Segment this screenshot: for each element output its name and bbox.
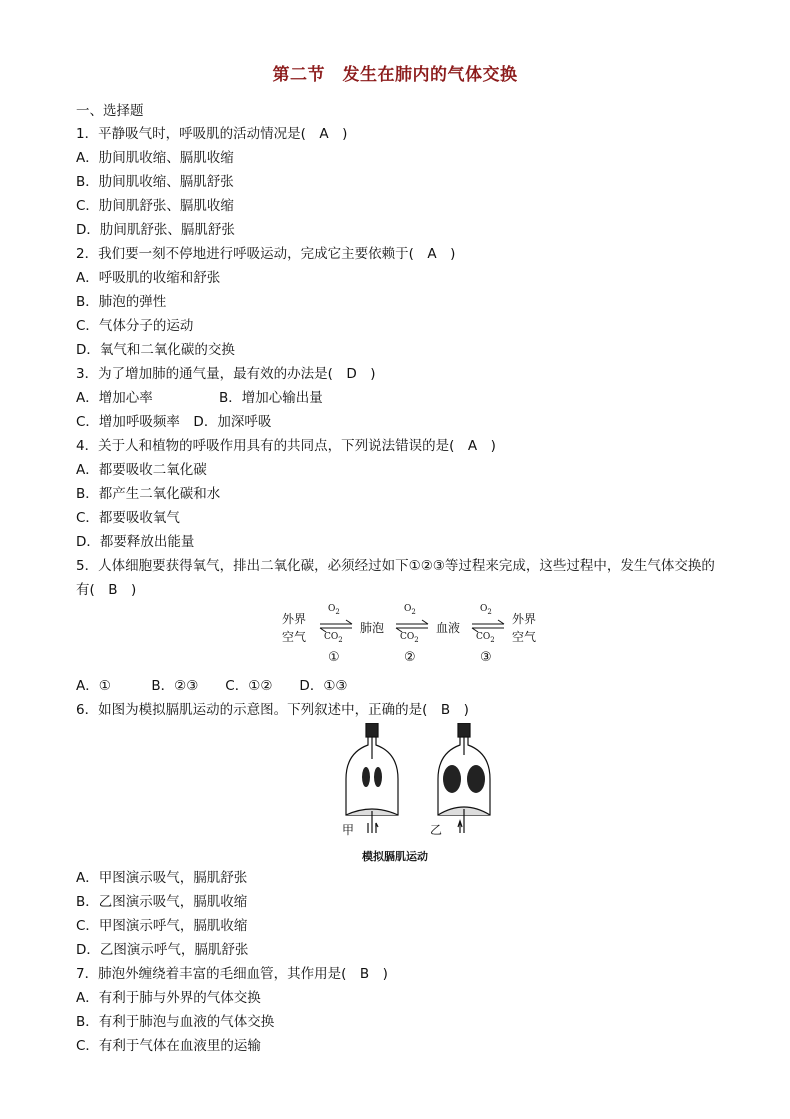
diagram-outside-top: 外界 — [282, 612, 307, 626]
question-3: 3．为了增加肺的通气量，最有效的办法是( D ) — [76, 366, 376, 382]
co2-label-3: $CO_2$ — [476, 632, 495, 644]
question-6: 6．如图为模拟膈肌运动的示意图。下列叙述中，正确的是( B ) — [76, 702, 469, 718]
figure-label-yi: 乙 — [430, 823, 443, 837]
page-title: 第二节 发生在肺内的气体交换 — [272, 65, 518, 85]
figure-label-jia: 甲 — [342, 823, 355, 837]
q1-option-c: C．肋间肌舒张、膈肌收缩 — [76, 198, 234, 214]
question-7: 7．肺泡外缠绕着丰富的毛细血管，其作用是( B ) — [76, 966, 388, 982]
q3-option-cd: C．增加呼吸频率 D．加深呼吸 — [76, 414, 272, 430]
q7-option-b: B．有利于肺泡与血液的气体交换 — [76, 1014, 275, 1030]
q7-option-a: A．有利于肺与外界的气体交换 — [76, 990, 261, 1006]
q5-options: A．① B．②③ C．①② D．①③ — [76, 678, 348, 694]
diaphragm-model-figure — [340, 723, 510, 843]
o2-label-2: $O_2$ — [404, 604, 416, 616]
q1-option-a: A．肋间肌收缩、膈肌收缩 — [76, 150, 234, 166]
q2-option-d: D．氧气和二氧化碳的交换 — [76, 342, 235, 358]
q2-option-c: C．气体分子的运动 — [76, 318, 194, 334]
q6-option-b: B．乙图演示吸气，膈肌收缩 — [76, 894, 248, 910]
diagram-outside-top-2: 外界 — [512, 612, 537, 626]
gas-exchange-diagram — [280, 604, 550, 668]
q1-option-b: B．肋间肌收缩、膈肌舒张 — [76, 174, 234, 190]
q4-option-b: B．都产生二氧化碳和水 — [76, 486, 221, 502]
section-heading: 一、选择题 — [76, 103, 144, 119]
diagram-outside-bottom-2: 空气 — [512, 630, 537, 644]
process-2-marker: ② — [404, 650, 416, 665]
question-4: 4．关于人和植物的呼吸作用具有的共同点，下列说法错误的是( A ) — [76, 438, 496, 454]
q2-option-a: A．呼吸肌的收缩和舒张 — [76, 270, 221, 286]
q7-option-c: C．有利于气体在血液里的运输 — [76, 1038, 261, 1054]
q6-option-a: A．甲图演示吸气，膈肌舒张 — [76, 870, 248, 886]
process-3-marker: ③ — [480, 650, 492, 665]
q1-option-d: D．肋间肌舒张、膈肌舒张 — [76, 222, 235, 238]
diagram-blood: 血液 — [436, 621, 461, 635]
question-5: 5．人体细胞要获得氧气，排出二氧化碳，必须经过如下①②③等过程来完成，这些过程中，发生气体交换的 — [76, 558, 715, 574]
o2-label-1: $O_2$ — [328, 604, 340, 616]
q4-option-a: A．都要吸收二氧化碳 — [76, 462, 207, 478]
q2-option-b: B．肺泡的弹性 — [76, 294, 167, 310]
q3-option-b: B．增加心输出量 — [219, 390, 323, 406]
q6-option-d: D．乙图演示呼气，膈肌舒张 — [76, 942, 249, 958]
question-1: 1．平静吸气时，呼吸肌的活动情况是( A ) — [76, 126, 348, 142]
question-5-cont: 有( B ) — [76, 582, 137, 598]
o2-label-3: $O_2$ — [480, 604, 492, 616]
co2-label-1: $CO_2$ — [324, 632, 343, 644]
diagram-outside-bottom: 空气 — [282, 630, 307, 644]
q4-option-d: D．都要释放出能量 — [76, 534, 195, 550]
question-2: 2．我们要一刻不停地进行呼吸运动，完成它主要依赖于( A ) — [76, 246, 456, 262]
q3-option-a: A．增加心率 — [76, 390, 153, 406]
process-1-marker: ① — [328, 650, 340, 665]
q4-option-c: C．都要吸收氧气 — [76, 510, 180, 526]
diagram-alveoli: 肺泡 — [360, 621, 385, 635]
bell-jar-illustration — [340, 723, 510, 843]
co2-label-2: $CO_2$ — [400, 632, 419, 644]
q6-option-c: C．甲图演示呼气，膈肌收缩 — [76, 918, 248, 934]
figure-caption: 模拟膈肌运动 — [362, 850, 428, 863]
